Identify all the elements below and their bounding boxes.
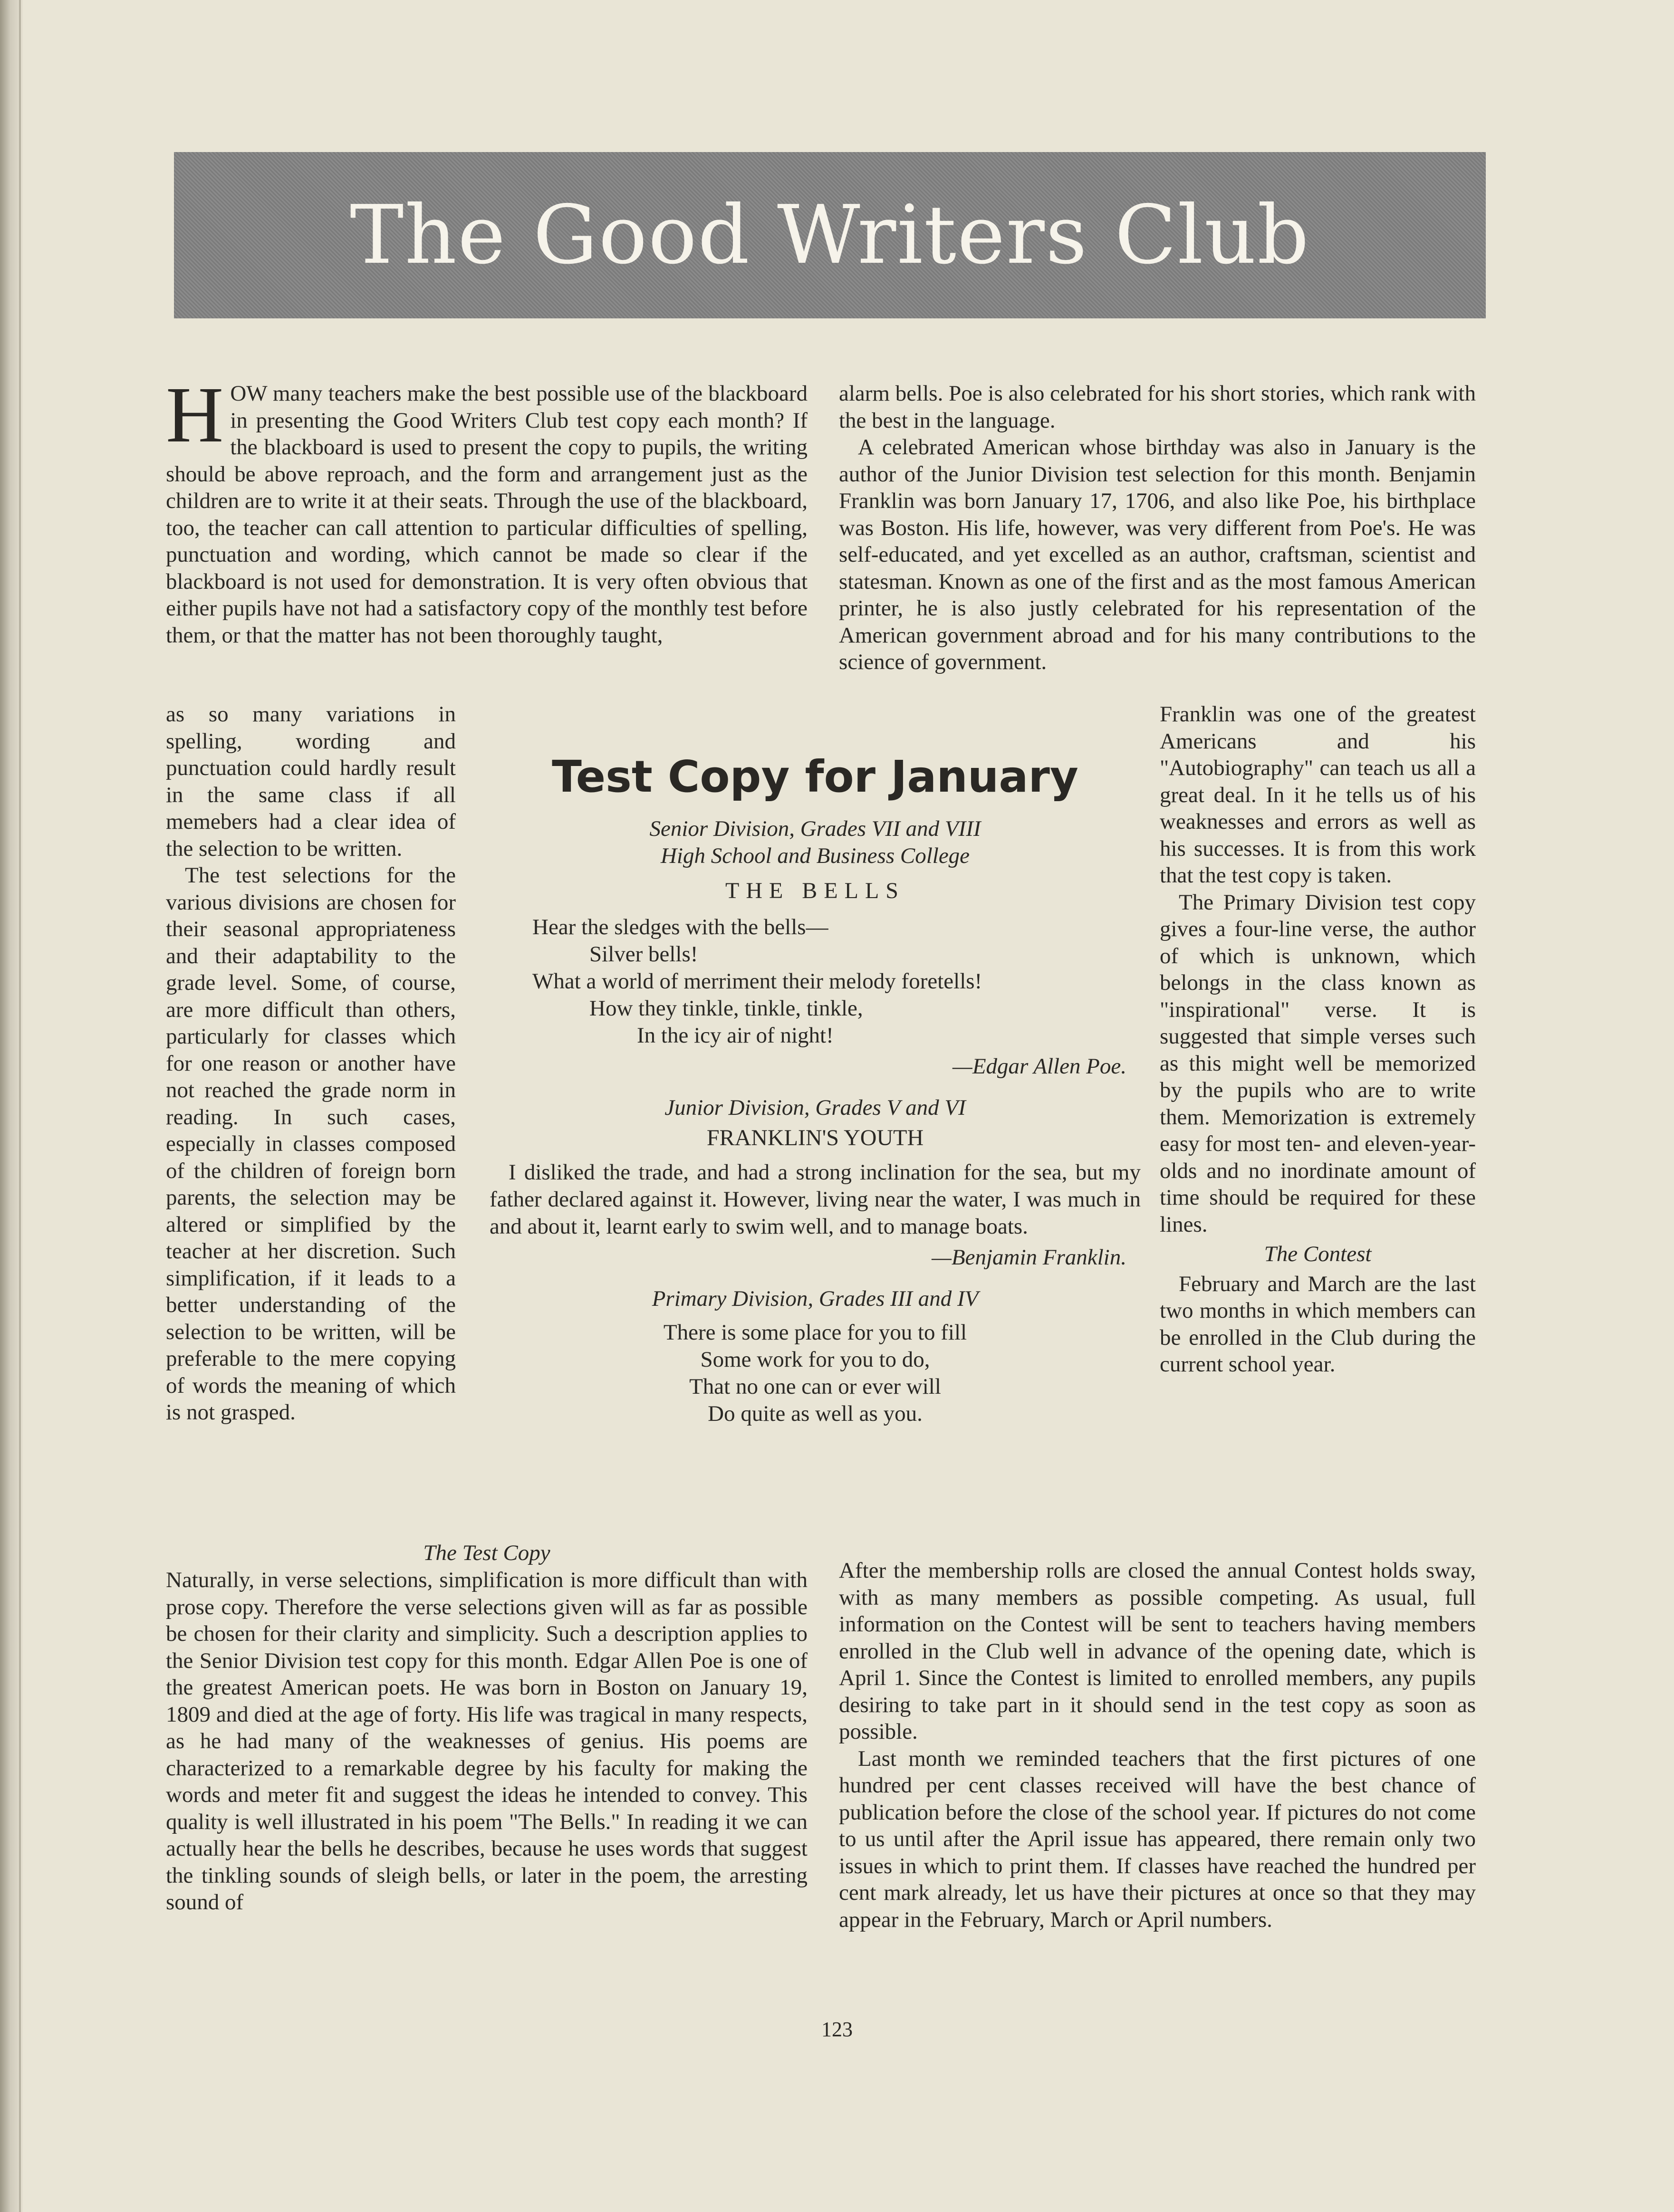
- contest-paragraph: February and March are the last two months in which members can be enrolled in the Club during the current school year.: [1160, 1271, 1476, 1377]
- right-bottom-column: [839, 1557, 1476, 1933]
- intro-lead-text: OW many teachers make the best possible use of the blackboard in presenting the Good Writers Club test copy each month? If the blackboard is used to present the copy to pupils, the writing should be above reproach, and the form and arrangement just as the children are to write it at their seats. Through the use of the blackboard, too, the teacher can call attention to particular difficulties of spelling, punctuation and wording, which cannot be made so clear if the blackboard is not used for demonstration. It is very often obvious that either pupils have not had a satisfactory copy of the monthly test before them, or that the matter has not been thoroughly taught,: [166, 381, 808, 648]
- poe-attribution: —Edgar Allen Poe.: [952, 1054, 1126, 1079]
- test-copy-title: Test Copy for January: [552, 751, 1078, 802]
- primary-verse: [490, 1319, 1141, 1427]
- poem-line: What a world of merriment their melody foretells!: [532, 969, 982, 994]
- poem-line: Hear the sledges with the bells—: [532, 915, 828, 939]
- verse-line: Some work for you to do,: [700, 1347, 930, 1372]
- franklin-attribution: —Benjamin Franklin.: [932, 1245, 1126, 1270]
- test-copy-heading: The Test Copy: [423, 1541, 550, 1565]
- left-narrow-column: [166, 701, 456, 1426]
- intro-continuation: as so many variations in spelling, wording and punctuation could hardly result in the same class if all memebers had a clear idea of the selection to be written.: [166, 702, 456, 861]
- verse-line: There is some place for you to fill: [663, 1320, 967, 1345]
- title-banner: [174, 152, 1486, 318]
- poe-continuation: alarm bells. Poe is also celebrated for his short stories, which rank with the best in the language.: [839, 381, 1476, 433]
- verse-line: Do quite as well as you.: [708, 1401, 923, 1426]
- franklin-continuation: Franklin was one of the greatest Americans and his "Autobiography" can teach us all a great deal. In it he tells us of his weaknesses and errors as well as his successes. It is from this work that the test copy is taken.: [1160, 702, 1476, 888]
- senior-division-heading: Senior Division, Grades VII and VIII: [649, 816, 981, 841]
- franklin-paragraph: A celebrated American whose birthday was also in January is the author of the Junior Division test selection for this month. Benjamin Franklin was born January 17, 1706, and also like Poe, his birthplace was Boston. His life, however, was very different from Poe's. He was self-educated, and yet excelled as an author, craftsman, scientist and statesman. Known as one of the first and as the most famous American printer, he is also justly celebrated for his representation of the American government abroad and for his many contributions to the science of government.: [839, 435, 1476, 674]
- primary-division-paragraph: The Primary Division test copy gives a four-line verse, the author of which is unknown, which belongs in the class known as "inspirational" verse. It is suggested that simple verses such as this might well be memorized by the pupils who are to write them. Memorization is extremely easy for most ten- and eleven-year-olds and no inordinate amount of time should be required for these lines.: [1160, 890, 1476, 1237]
- contest-heading: The Contest: [1264, 1242, 1372, 1266]
- right-narrow-column: [1160, 701, 1476, 1378]
- page-title: The Good Writers Club: [350, 188, 1310, 282]
- pictures-paragraph: Last month we reminded teachers that the first pictures of one hundred per cent classes received will have the best chance of publication before the close of the school year. If pictures do not come to us until after the April issue has appeared, there remain only two issues in which to print them. If classes have reached the hundred per cent mark already, let us have their pictures at once so that they may appear in the February, March or April numbers.: [839, 1746, 1476, 1932]
- page-number: 123: [821, 2018, 853, 2041]
- right-top-column: [839, 380, 1476, 676]
- poem-line: In the icy air of night!: [637, 1023, 834, 1048]
- test-copy-box: [490, 751, 1141, 1427]
- verse-line: That no one can or ever will: [689, 1374, 941, 1399]
- franklin-youth-text: I disliked the trade, and had a strong inclination for the sea, but my father declared against it. However, living near the water, I was much in and about it, learnt early to swim well, and to manage boats.: [490, 1160, 1141, 1239]
- test-copy-paragraph: Naturally, in verse selections, simplification is more difficult than with prose copy. Therefore the verse selections given will as far as possible be chosen for their clarity and simplicity. Such a description applies to the Senior Division test copy for this month. Edgar Allen Poe is one of the greatest American poets. He was born in Boston on January 19, 1809 and died at the age of forty. His life was tragical in many respects, as he had many of the weaknesses of genius. His poems are characterized to a remarkable degree by his faculty for making the words and meter fit and suggest the ideas he intended to convey. This quality is well illustrated in his poem "The Bells." In reading it we can actually hear the bells he describes, because he uses words that suggest the tinkling sounds of sleigh bells, or later in the poem, the arresting sound of: [166, 1568, 808, 1915]
- bells-poem: [509, 914, 1122, 1049]
- poem-line: How they tinkle, tinkle, tinkle,: [589, 996, 863, 1021]
- junior-division-heading: Junior Division, Grades V and VI: [664, 1095, 966, 1120]
- page-binding-edge: [19, 0, 21, 2212]
- senior-division-subheading: High School and Business College: [660, 843, 970, 868]
- left-bottom-column: [166, 1567, 808, 1916]
- contest-continuation: After the membership rolls are closed the annual Contest holds sway, with as many members as possible competing. As usual, full information on the Contest will be sent to teachers having members enrolled in the Club well in advance of the opening date, which is April 1. Since the Contest is limited to enrolled members, any pupils desiring to take part in it should send in the test copy as soon as possible.: [839, 1558, 1476, 1744]
- intro-paragraph: [166, 371, 808, 649]
- intro-lead-paragraph: [166, 371, 808, 649]
- drop-cap: H: [166, 371, 224, 459]
- bells-title: THE BELLS: [725, 878, 905, 903]
- poem-line: Silver bells!: [589, 942, 698, 967]
- franklin-youth-title: FRANKLIN'S YOUTH: [706, 1125, 924, 1150]
- selections-paragraph: The test selections for the various divisions are chosen for their seasonal appropriateness and their adaptability to the grade level. Some, of course, are more difficult than others, particularly for classes which for one reason or another have not reached the grade norm in reading. In such cases, especially in classes composed of the children of foreign born parents, the selection may be altered or simplified by the teacher at her discretion. Such simplification, if it leads to a better understanding of the selection to be written, will be preferable to the mere copying of words the meaning of which is not grasped.: [166, 863, 456, 1425]
- primary-division-heading: Primary Division, Grades III and IV: [652, 1286, 979, 1311]
